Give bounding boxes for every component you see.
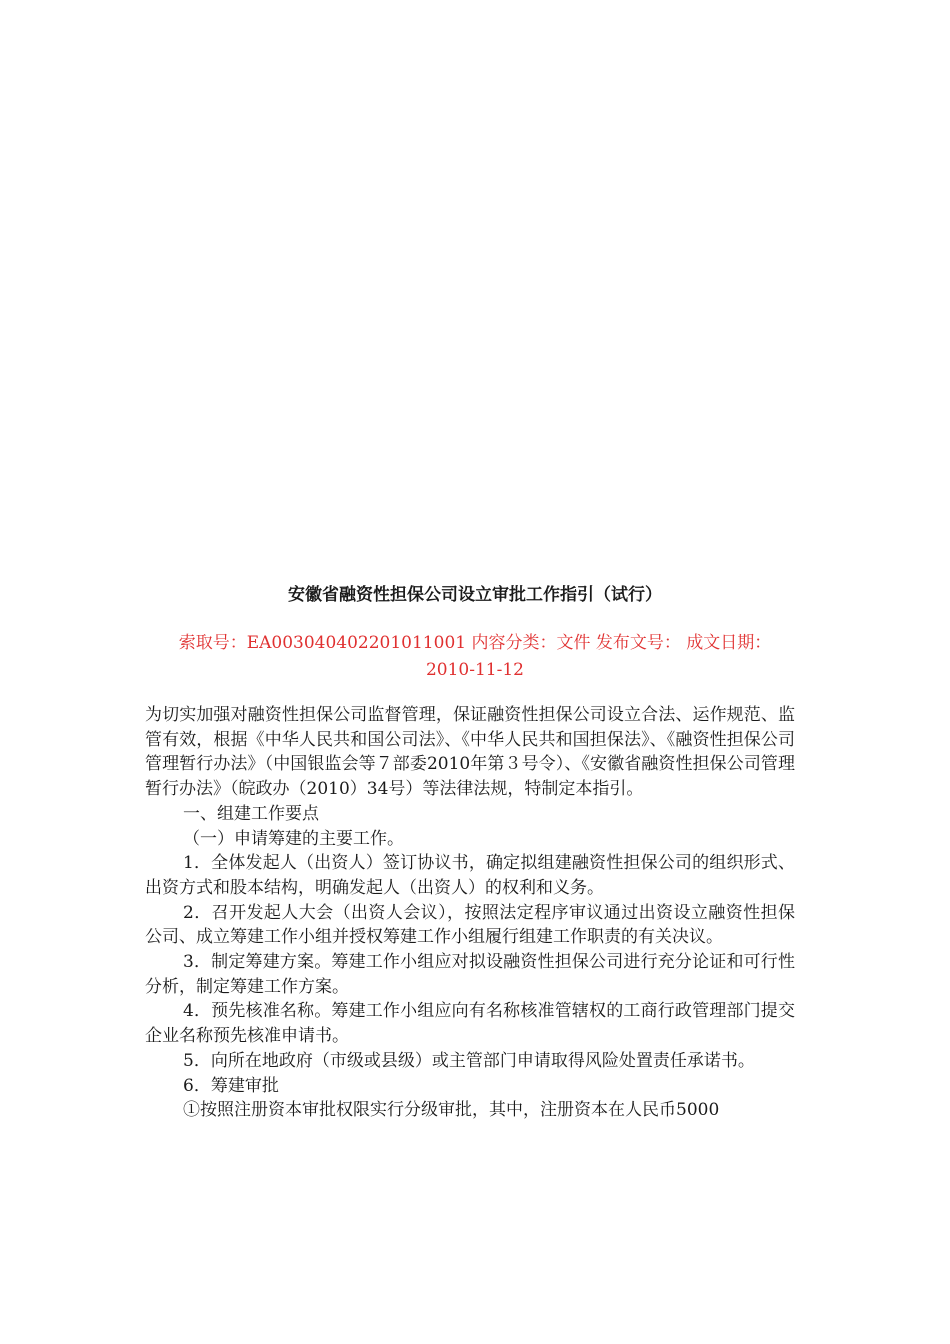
document-title: 安徽省融资性担保公司设立审批工作指引（试行） <box>288 585 662 605</box>
list-item: ①按照注册资本审批权限实行分级审批，其中，注册资本在人民币5000 <box>183 1100 720 1121</box>
section-heading: 一、组建工作要点 <box>183 803 319 824</box>
list-item: 1．全体发起人（出资人）签订协议书，确定拟组建融资性担保公司的组织形式、出资方式和股本结构，明确发起人（出资人）的权利和义务。 <box>145 853 795 898</box>
list-item: 4．预先核准名称。筹建工作小组应向有名称核准管辖权的工商行政管理部门提交企业名称预先核准申请书。 <box>145 1001 795 1047</box>
meta-line-date: 2010-11-12 <box>425 660 524 680</box>
subsection-heading: （一）申请筹建的主要工作。 <box>183 828 404 849</box>
list-item: 5．向所在地政府（市级或县级）或主管部门申请取得风险处置责任承诺书。 <box>183 1050 755 1071</box>
document-body <box>145 703 795 1123</box>
meta-line-index: 索取号：EA003040402201011001 内容分类：文件 发布文号： 成文日期： <box>178 633 772 653</box>
intro-paragraph: 为切实加强对融资性担保公司监督管理，保证融资性担保公司设立合法、运作规范、监管有效，根据《中华人民共和国公司法》、《中华人民共和国担保法》、《融资性担保公司管理暂行办法》（中国银监会等７部委2010年第３号令）、《安徽省融资性担保公司管理暂行办法》（皖政办（2010）34号）等法律法规，特制定本指引。 <box>145 705 795 800</box>
list-item: 3．制定筹建方案。筹建工作小组应对拟设融资性担保公司进行充分论证和可行性分析，制定筹建工作方案。 <box>145 952 795 997</box>
list-item: 2．召开发起人大会（出资人会议），按照法定程序审议通过出资设立融资性担保公司、成立筹建工作小组并授权筹建工作小组履行组建工作职责的有关决议。 <box>145 902 795 948</box>
document-meta <box>160 630 790 684</box>
list-item: 6．筹建审批 <box>183 1075 279 1096</box>
